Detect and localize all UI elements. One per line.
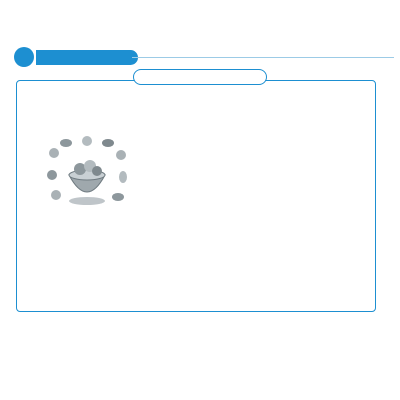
question-mark-icon (14, 47, 34, 67)
passage-title (133, 69, 267, 85)
paragraph-1 (20, 90, 372, 102)
paragraph-2-continued (20, 213, 372, 225)
section-divider (132, 57, 394, 58)
section-label (36, 50, 138, 65)
food-illustration-icon (46, 135, 128, 215)
section-header (14, 47, 394, 69)
